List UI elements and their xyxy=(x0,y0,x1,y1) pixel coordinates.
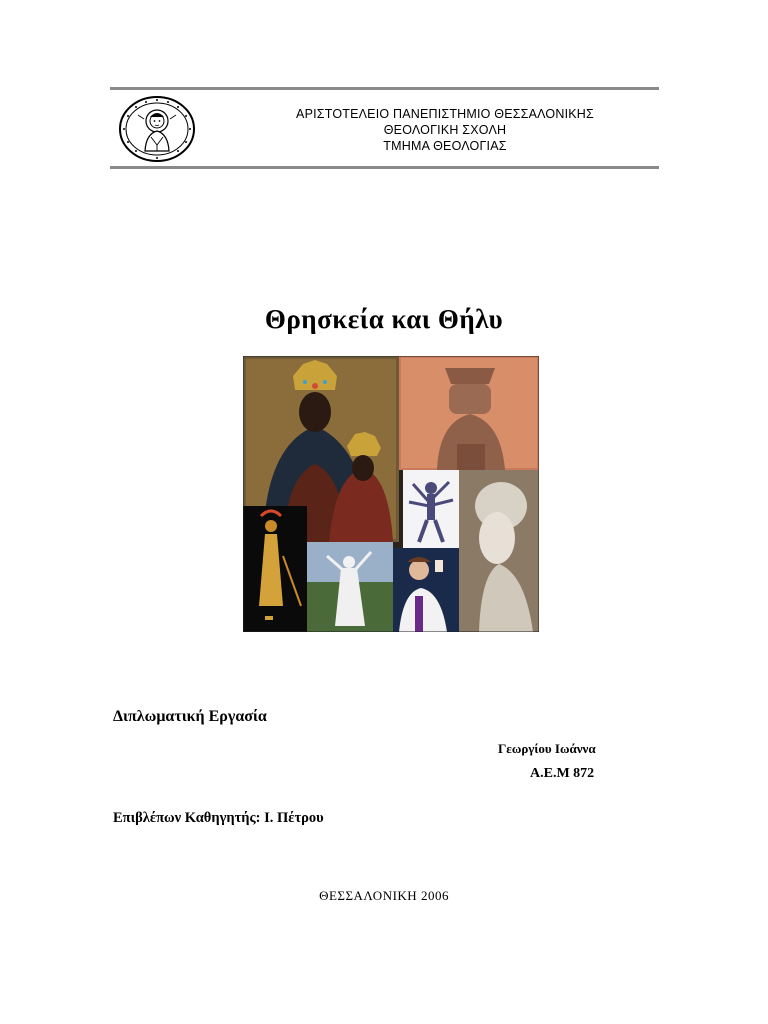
university-seal-icon xyxy=(118,95,196,163)
golden-goddess-image xyxy=(243,506,307,632)
student-id: Α.Ε.Μ 872 xyxy=(530,766,595,781)
school-name: ΘΕΟΛΟΓΙΚΗ ΣΧΟΛΗ xyxy=(383,123,507,137)
cover-image-collage xyxy=(243,356,539,632)
author-name: Γεωργίου Ιωάννα xyxy=(498,741,596,756)
many-armed-figure-image xyxy=(403,470,459,548)
department-name: ΤΜΗΜΑ ΘΕΟΛΟΓΙΑΣ xyxy=(383,139,507,153)
city-year: ΘΕΣΣΑΛΟΝΙΚΗ 2006 xyxy=(319,888,449,903)
university-name: ΑΡΙΣΤΟΤΕΛΕΙΟ ΠΑΝΕΠΙΣΤΗΜΙΟ ΘΕΣΣΑΛΟΝΙΚΗΣ xyxy=(296,107,594,121)
document-title: Θρησκεία και Θήλυ xyxy=(264,304,504,334)
header-top-rule xyxy=(110,87,659,90)
marble-bust-image xyxy=(459,470,539,632)
priestess-photo-image xyxy=(393,548,459,632)
white-statue-image xyxy=(307,542,393,632)
header-bottom-rule xyxy=(110,166,659,169)
thesis-label: Διπλωματική Εργασία xyxy=(113,708,267,725)
university-header xyxy=(230,106,660,154)
egyptian-statue-image xyxy=(399,356,539,470)
supervisor-line: Επιβλέπων Καθηγητής: Ι. Πέτρου xyxy=(113,810,324,826)
